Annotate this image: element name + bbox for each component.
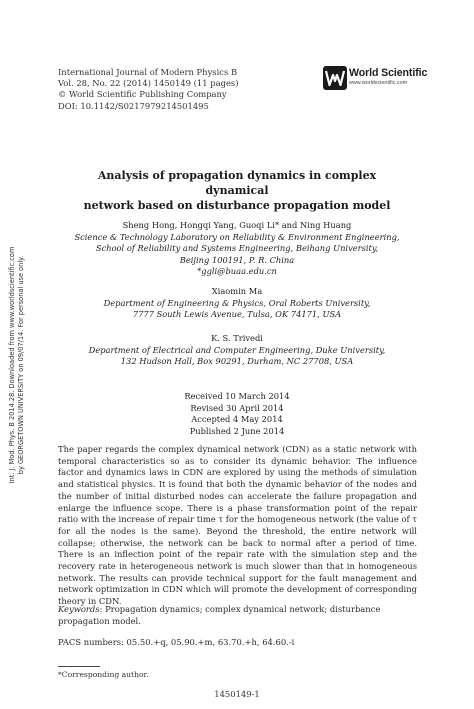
date-revised: Revised 30 April 2014 bbox=[190, 402, 284, 413]
abstract: The paper regards the complex dynamical network (CDN) as a static network with temporal characteristics so as to consider its dynamic behavior. The influence factor and dynamics laws in CDN are explored by using the methods of simulation and statistical physics. It is found that both the dynamic behavior of the nodes and the number of initial disturbed nodes can accelerate the failure propagation and enlarge the influence scope. There is a phase transformation point of the repair ratio with the increase of repair time τ for the homogeneous network (the value of τ for all the nodes is the same). Beyond the threshold, the entire network will collapse; otherwise, the network can be back to normal after a period of time. There is an inflection point of the repair rate with the simulation step and the recovery rate in heterogeneous network is much slower than that in homogeneous network. The results can provide technical support for the fault management and network optimization in CDN which will promote the development of corresponding theory in CDN. bbox=[58, 444, 417, 607]
author-group-2 bbox=[60, 286, 414, 321]
journal-name: International Journal of Modern Physics B bbox=[58, 67, 238, 77]
page-number: 1450149-1 bbox=[214, 689, 260, 699]
footnote-rule bbox=[58, 666, 100, 667]
author-names: Sheng Hong, Hongqi Yang, Guoqi Li* and Ning Huang bbox=[122, 220, 352, 230]
affiliation-line: Department of Electrical and Computer Engineering, Duke University, bbox=[88, 344, 386, 355]
download-notice bbox=[8, 246, 36, 484]
author-names: Xiaomin Ma bbox=[211, 286, 263, 296]
journal-volume: Vol. 28, No. 22 (2014) 1450149 (11 pages) bbox=[58, 78, 239, 89]
footnote: *Corresponding author. bbox=[58, 670, 149, 679]
affiliation-line: Science & Technology Laboratory on Reliability & Environment Engineering, bbox=[74, 231, 400, 242]
author-email[interactable]: *ggli@buaa.edu.cn bbox=[197, 266, 277, 277]
author-names: K. S. Trivedi bbox=[211, 333, 263, 343]
keywords-label: Keywords bbox=[58, 604, 100, 614]
author-group-1 bbox=[60, 220, 414, 278]
affiliation-line: Department of Engineering & Physics, Oral Roberts University, bbox=[103, 297, 371, 308]
date-published: Published 2 June 2014 bbox=[189, 425, 285, 436]
publisher-name: World Scientific bbox=[349, 67, 428, 79]
keywords-text: : Propagation dynamics; complex dynamical network; disturbance propagation model. bbox=[58, 604, 381, 626]
download-notice-line-1: Int. J. Mod. Phys. B 2014.28. Downloaded from www.worldscientific.com bbox=[8, 246, 16, 484]
journal-copyright: © World Scientific Publishing Company bbox=[58, 89, 227, 100]
pacs-numbers: PACS numbers: 05.50.+q, 05.90.+m, 63.70.+h, 64.60.-i bbox=[58, 637, 295, 647]
affiliation-line: 132 Hudson Hall, Box 90291, Durham, NC 27708, USA bbox=[120, 356, 354, 367]
author-group-3 bbox=[60, 333, 414, 368]
world-scientific-logo-icon bbox=[323, 66, 347, 90]
date-accepted: Accepted 4 May 2014 bbox=[191, 414, 283, 425]
paper-title bbox=[70, 168, 404, 213]
publication-dates bbox=[60, 391, 414, 437]
date-received: Received 10 March 2014 bbox=[184, 391, 290, 401]
journal-header bbox=[58, 67, 238, 112]
publisher-logo bbox=[323, 66, 433, 90]
publisher-url: www.worldscientific.com bbox=[349, 80, 408, 86]
journal-doi: DOI: 10.1142/S0217979214501495 bbox=[58, 100, 209, 111]
affiliation-line: School of Reliability and Systems Engineering, Beihang University, bbox=[95, 243, 379, 254]
affiliation-line: 7777 South Lewis Avenue, Tulsa, OK 74171, USA bbox=[132, 309, 342, 320]
title-line-2: network based on disturbance propagation model bbox=[83, 199, 391, 212]
title-line-1: Analysis of propagation dynamics in complex dynamical bbox=[97, 169, 377, 197]
keywords bbox=[58, 604, 417, 627]
affiliation-line: Beijing 100191, P. R. China bbox=[179, 254, 295, 265]
download-notice-line-2: by GEORGETOWN UNIVERSITY on 09/07/14. For personal use only. bbox=[16, 255, 25, 475]
